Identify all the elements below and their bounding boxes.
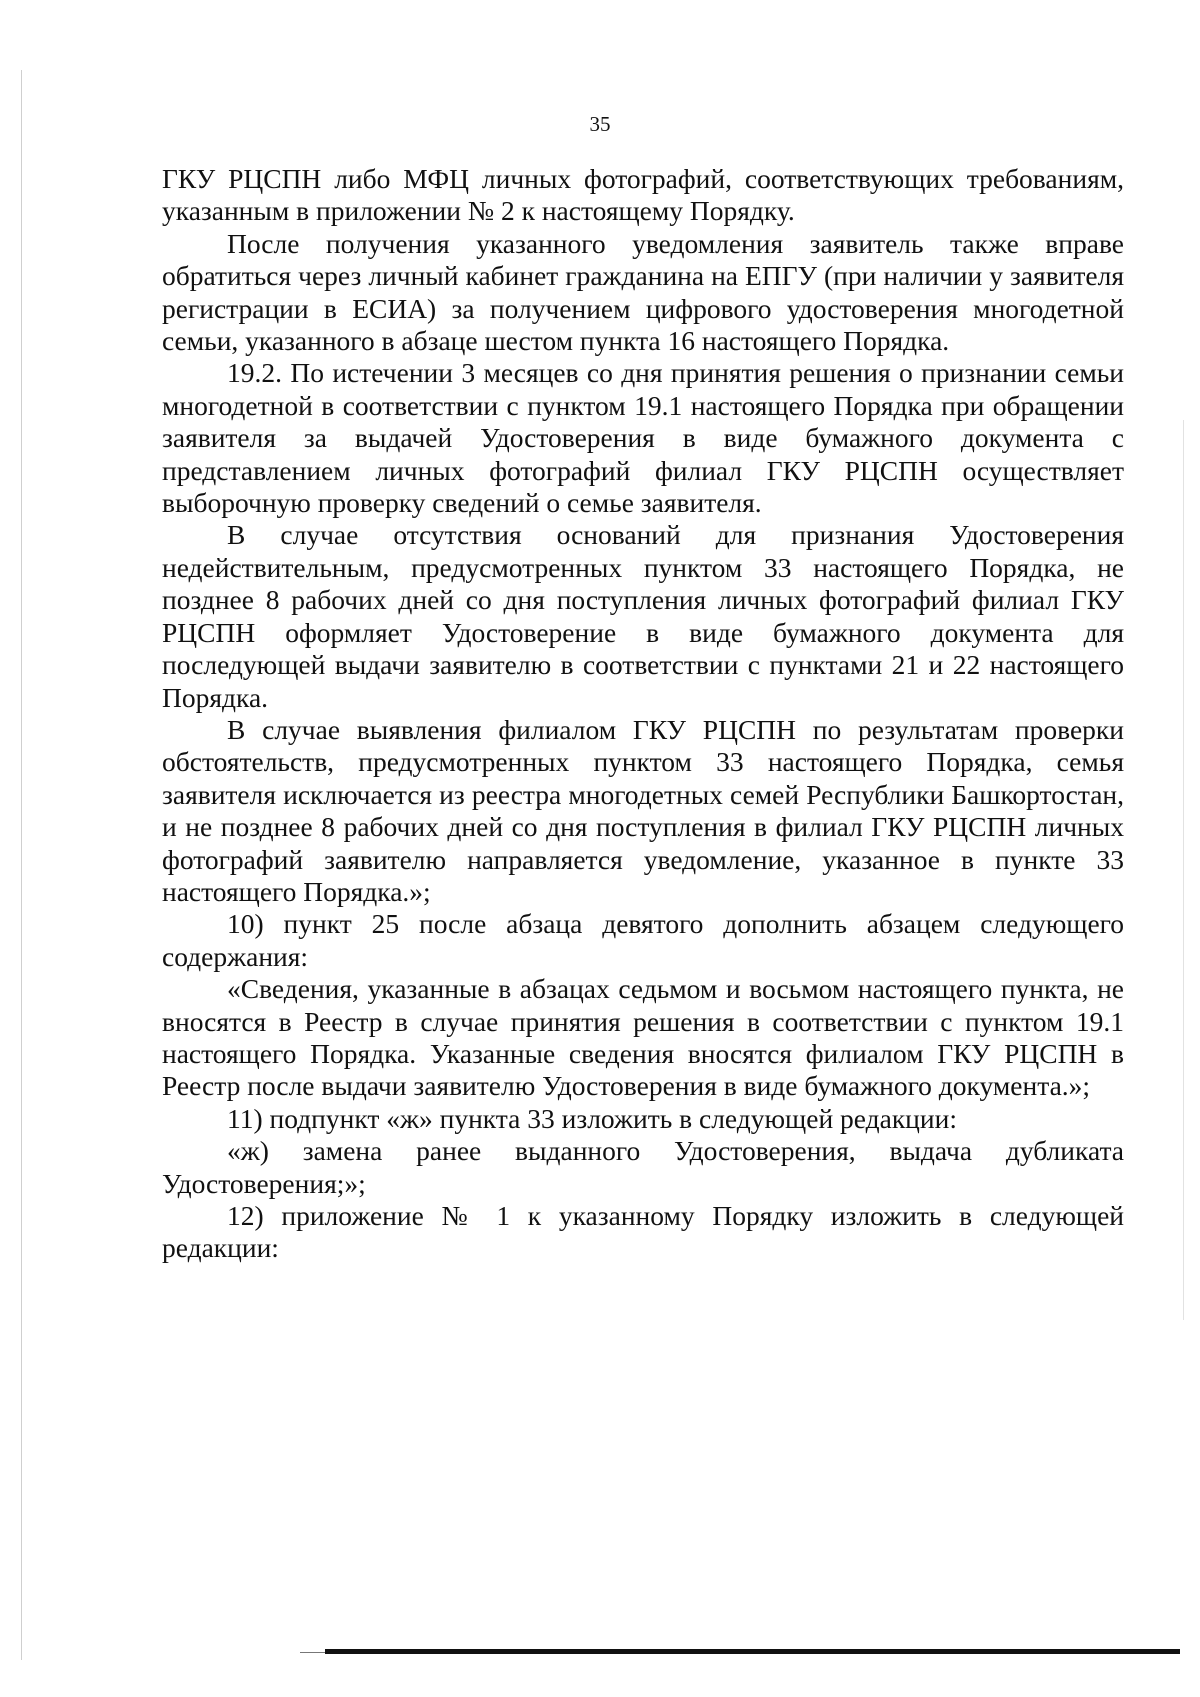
paragraph: После получения указанного уведомления заявитель также вправе обратиться через личный кабинет гражданина на ЕПГУ (при наличии у заявителя регистрации в ЕСИА) за получением цифрового удостоверения многодетной семьи, указанного в абзаце шестом пункта 16 настоящего Порядка. — [162, 227, 1124, 357]
paragraph: 10) пункт 25 после абзаца девятого дополнить абзацем следующего содержания: — [162, 908, 1124, 972]
scan-edge-line — [1183, 420, 1184, 1320]
document-body — [162, 163, 1124, 1265]
paragraph: В случае отсутствия оснований для признания Удостоверения недействительным, предусмотренных пунктом 33 настоящего Порядка, не позднее 8 рабочих дней со дня поступления личных фотографий филиал ГКУ РЦСПН оформляет Удостоверение в виде бумажного документа для последующей выдачи заявителю в соответствии с пунктами 21 и 22 настоящего Порядка. — [162, 519, 1124, 713]
paragraph: 19.2. По истечении 3 месяцев со дня принятия решения о признании семьи многодетной в соответствии с пунктом 19.1 настоящего Порядка при обращении заявителя за выдачей Удостоверения в виде бумажного документа с представлением личных фотографий филиал ГКУ РЦСПН осуществляет выборочную проверку сведений о семье заявителя. — [162, 357, 1124, 519]
paragraph: «ж) замена ранее выданного Удостоверения, выдача дубликата Удостоверения;»; — [162, 1135, 1124, 1199]
paragraph: 11) подпункт «ж» пункта 33 изложить в следующей редакции: — [227, 1102, 957, 1134]
scan-edge-line — [21, 70, 22, 1660]
paragraph: 12) приложение № 1 к указанному Порядку изложить в следующей редакции: — [162, 1200, 1124, 1264]
page-number: 35 — [589, 112, 611, 136]
paragraph: ГКУ РЦСПН либо МФЦ личных фотографий, соответствующих требованиям, указанным в приложении № 2 к настоящему Порядку. — [162, 163, 1124, 227]
bottom-edge-line — [325, 1649, 1180, 1654]
paragraph: «Сведения, указанные в абзацах седьмом и восьмом настоящего пункта, не вносятся в Реестр в случае принятия решения в соответствии с пунктом 19.1 настоящего Порядка. Указанные сведения вносятся филиалом ГКУ РЦСПН в Реестр после выдачи заявителю Удостоверения в виде бумажного документа.»; — [162, 973, 1124, 1102]
paragraph: В случае выявления филиалом ГКУ РЦСПН по результатам проверки обстоятельств, предусмотренных пунктом 33 настоящего Порядка, семья заявителя исключается из реестра многодетных семей Республики Башкортостан, и не позднее 8 рабочих дней со дня поступления в филиал ГКУ РЦСПН личных фотографий заявителю направляется уведомление, указанное в пункте 33 настоящего Порядка.»; — [162, 713, 1124, 907]
